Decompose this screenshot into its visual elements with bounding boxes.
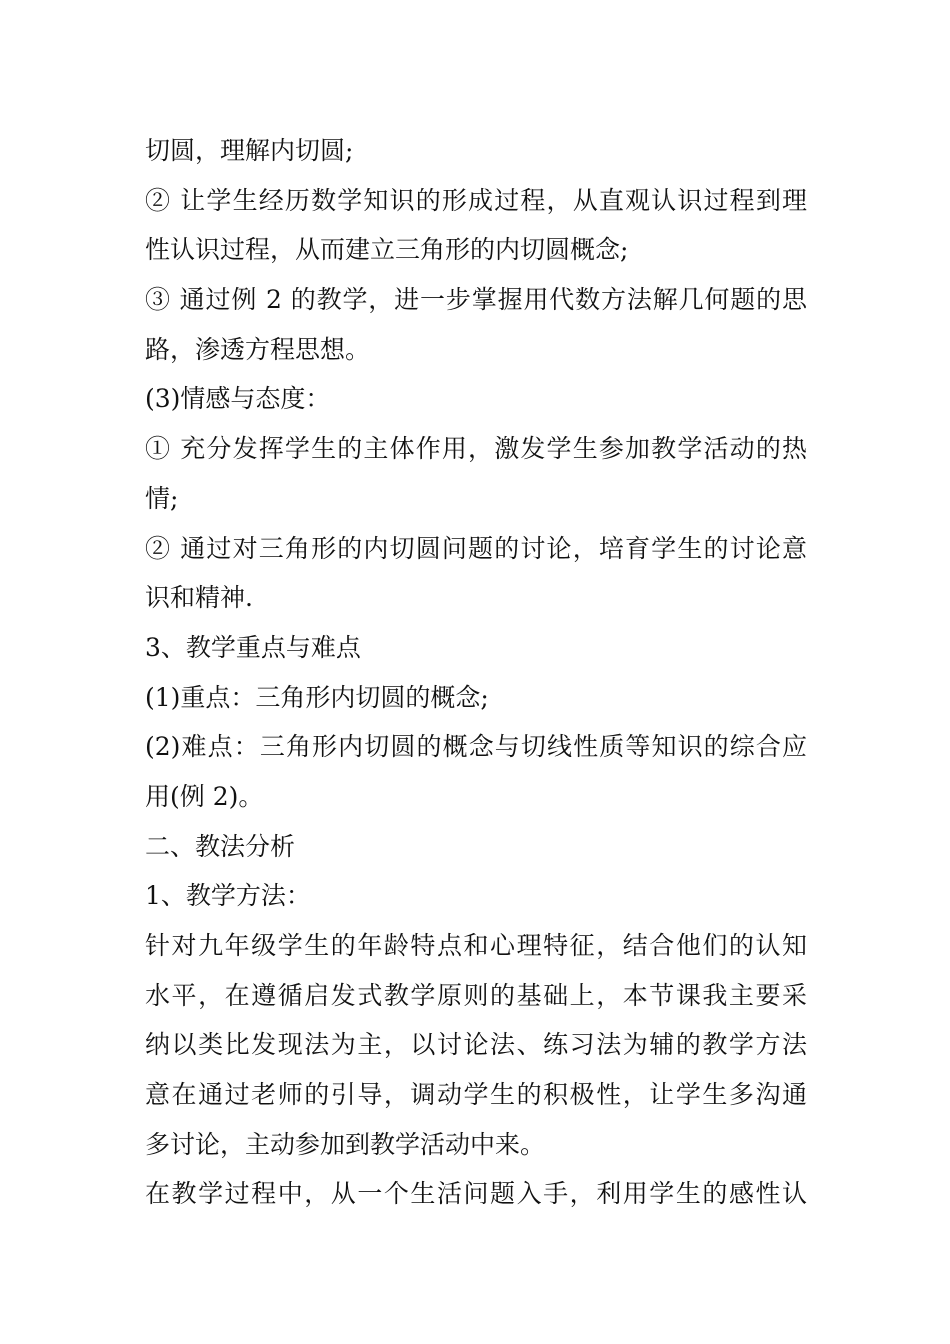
text-line: 路，渗透方程思想。 [145,334,371,364]
text-line: 识和精神. [145,583,253,613]
text-line: 3、教学重点与难点 [145,632,361,662]
text-line: ① 充分发挥学生的主体作用，激发学生参加教学活动的热 [145,434,807,464]
text-line: (2)难点：三角形内切圆的概念与切线性质等知识的综合应 [145,732,807,762]
text-line: 水平，在遵循启发式教学原则的基础上，本节课我主要采 [145,980,807,1010]
text-line: ② 通过对三角形的内切圆问题的讨论，培育学生的讨论意 [145,533,807,563]
text-line: 性认识过程，从而建立三角形的内切圆概念; [145,235,629,265]
text-line: 多讨论，主动参加到教学活动中来。 [145,1129,546,1159]
text-line: 纳以类比发现法为主，以讨论法、练习法为辅的教学方法 [145,1030,807,1060]
text-line: ② 让学生经历数学知识的形成过程，从直观认识过程到理 [145,185,807,215]
text-line: 意在通过老师的引导，调动学生的积极性，让学生多沟通 [145,1080,807,1110]
text-line: 情; [145,483,179,513]
text-line: 在教学过程中，从一个生活问题入手，利用学生的感性认 [145,1179,807,1209]
text-line: 1、教学方法： [145,881,311,911]
text-line: ③ 通过例 2 的教学，进一步掌握用代数方法解几何题的思 [145,285,807,315]
text-line: 针对九年级学生的年龄特点和心理特征，结合他们的认知 [145,931,807,960]
text-line: (3)情感与态度： [145,384,331,414]
document-body [145,126,807,1219]
text-line: 切圆，理解内切圆; [145,136,354,165]
text-line: (1)重点：三角形内切圆的概念; [145,682,489,712]
text-line: 用(例 2)。 [145,781,264,811]
text-line: 二、教法分析 [145,831,296,861]
